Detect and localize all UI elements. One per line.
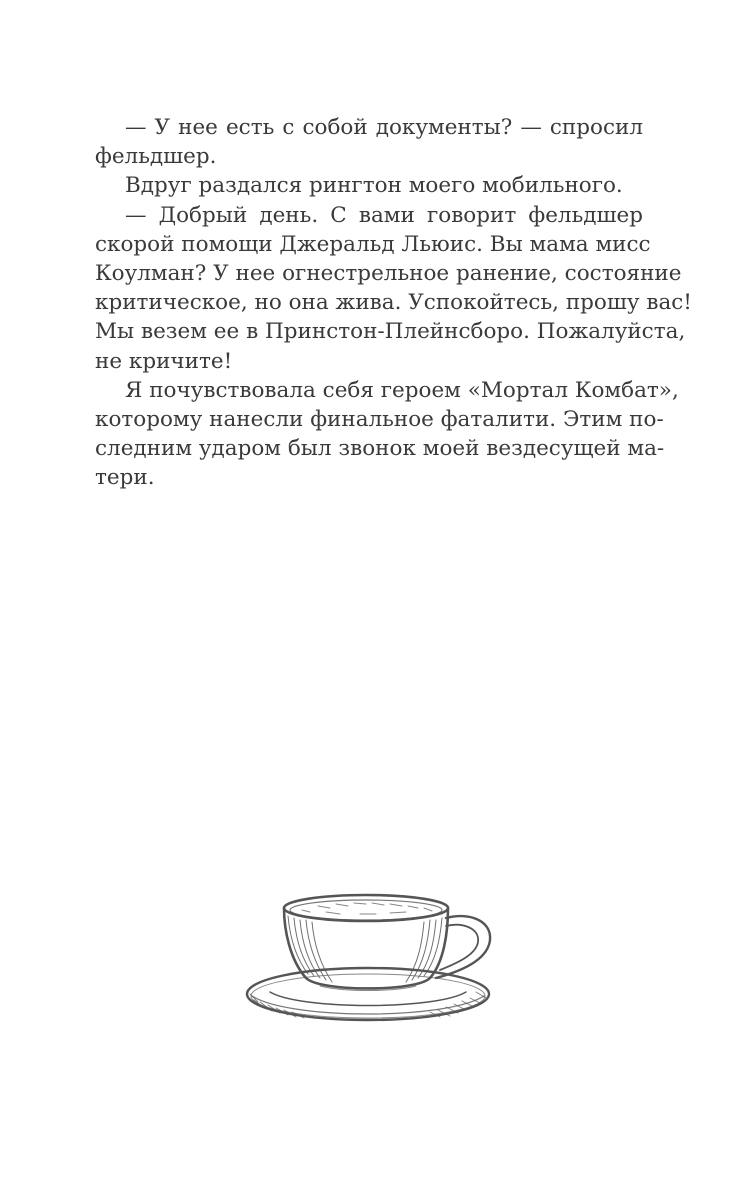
- text-line: следним ударом был звонок моей вездесущей ма-: [95, 436, 665, 462]
- text-line: тери.: [95, 465, 155, 491]
- text-line: не кричите!: [95, 348, 233, 374]
- text-line: Коулман? У нее огнестрельное ранение, состояние: [95, 261, 682, 287]
- text-line: Мы везем ее в Принстон-Плейнсборо. Пожалуйста,: [95, 319, 686, 345]
- text-line: скорой помощи Джеральд Льюис. Вы мама мисс: [95, 231, 651, 257]
- text-line: — Добрый день. С вами говорит фельдшер: [125, 202, 643, 228]
- text-line: фельдшер.: [95, 144, 217, 170]
- teacup-icon: [240, 890, 496, 1032]
- body-text: [95, 113, 692, 493]
- text-line: критическое, но она жива. Успокойтесь, прошу вас!: [95, 290, 692, 316]
- text-line: — У нее есть с собой документы? — спросил: [125, 115, 643, 140]
- text-line: которому нанесли финальное фаталити. Этим по-: [95, 407, 664, 433]
- text-line: Вдруг раздался рингтон моего мобильного.: [125, 173, 623, 199]
- text-line: Я почувствовала себя героем «Мортал Комбат»,: [125, 377, 679, 403]
